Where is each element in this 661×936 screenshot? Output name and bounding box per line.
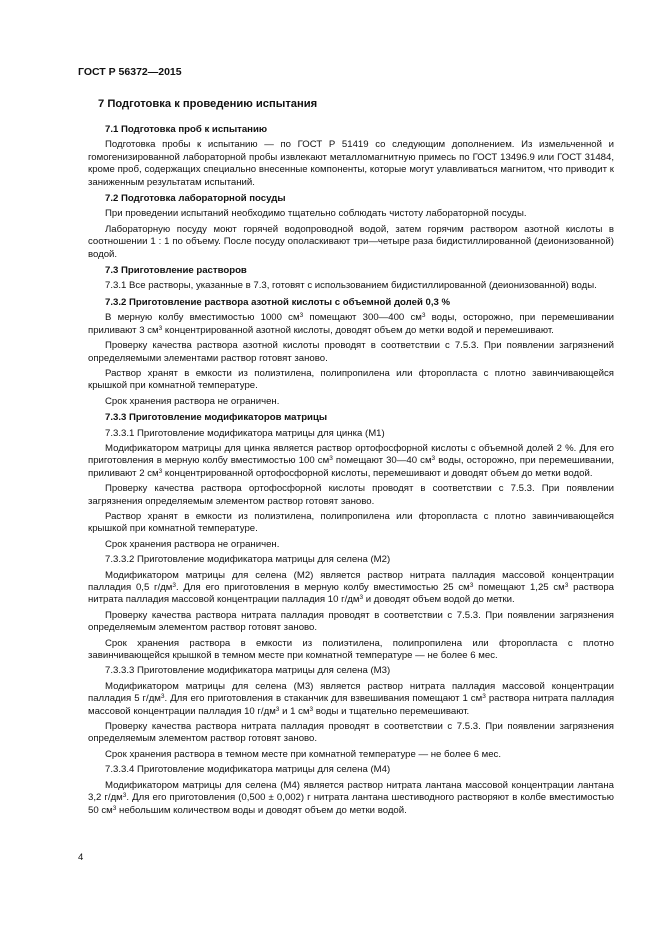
paragraph: Срок хранения раствора в емкости из полиэтилена, полипропилена или фторопласта с плотно завинчивающейся крышкой в темном месте при комнатной температуре — не более 6 мес. (88, 637, 614, 662)
paragraph: Модификатором матрицы для селена (М4) является раствор нитрата лантана массовой концентрации лантана 3,2 $г/дм^3$. Для его приготовления (0,500 ± 0,002) г нитрата лантана шестиводного растворяют в колбе вместимостью 50 $см^3$ небольшим количеством воды и доводят объем до метки водой. (88, 779, 614, 816)
paragraph: Проверку качества раствора азотной кислоты проводят в соответствии с 7.5.3. При появлении загрязнений определяемыми элементами раствор готовят заново. (88, 340, 614, 364)
document-header: ГОСТ Р 56372—2015 (78, 66, 182, 78)
subsection-heading: 7.1 Подготовка проб к испытанию (105, 124, 268, 135)
subsection-heading: 7.3 Приготовление растворов (105, 265, 247, 277)
paragraph: Проверку качества раствора нитрата палладия проводят в соответствии с 7.5.3. При появлении загрязнения определяемым элементом раствор готовят заново. (88, 721, 614, 745)
paragraph: Срок хранения раствора не ограничен. (105, 395, 280, 407)
paragraph: Лабораторную посуду моют горячей водопроводной водой, затем горячим раствором азотной кислоты в соотношении 1 : 1 по объему. После посуду ополаскивают три—четыре раза бидистиллированной (деионизованной) водой. (88, 223, 614, 260)
paragraph: Раствор хранят в емкости из полиэтилена, полипропилена или фторопласта с плотно завинчивающейся крышкой при комнатной температуре. (88, 510, 614, 535)
paragraph: 7.3.3.2 Приготовление модификатора матрицы для селена (М2) (105, 554, 391, 566)
paragraph: Модификатором матрицы для селена (М2) является раствор нитрата палладия массовой концентрации палладия 0,5 $г/дм^3$. Для его приготовления в мерную колбу вместимостью 25 $см^3$ помещают 1,25 $см^3$ раствора нитрата палладия массовой концентрации палладия 10 $г/дм^3$ и доводят объем водой до метки. (88, 569, 614, 606)
paragraph: Раствор хранят в емкости из полиэтилена, полипропилена или фторопласта с плотно завинчивающейся крышкой при комнатной температуре. (88, 367, 614, 392)
paragraph: В мерную колбу вместимостью 1000 $см^3$ помещают 300—400 $см^3$ воды, осторожно, при перемешивании приливают 3 $см^3$ концентрированной азотной кислоты, доводят объем до метки водой и перемешивают. (88, 312, 614, 336)
subsection-heading: 7.3.2 Приготовление раствора азотной кислоты с объемной долей 0,3 % (105, 296, 451, 308)
paragraph: Срок хранения раствора не ограничен. (105, 538, 280, 550)
page-number: 4 (78, 852, 84, 863)
paragraph: 7.3.3.4 Приготовление модификатора матрицы для селена (М4) (105, 764, 391, 776)
paragraph: Подготовка пробы к испытанию — по ГОСТ Р 51419 со следующим дополнением. Из измельченной и гомогенизированной лабораторной пробы извлекают металломагнитную примесь по ГОСТ 13496.9 или ГОСТ 31484, кроме проб, содержащих специально внесенные компоненты, которые могут улавливаться магнитом, что приводит к заниженным результатам испытаний. (88, 139, 614, 188)
paragraph: При проведении испытаний необходимо тщательно соблюдать чистоту лабораторной посуды. (105, 208, 527, 220)
paragraph: Модификатором матрицы для цинка является раствор ортофосфорной кислоты с объемной долей 2 %. Для его приготовления в мерную колбу вместимостью 100 $см^3$ помещают 30—40 $см^3$ воды, осторожно, при перемешивании, приливают 2 $см^3$ концентрированной ортофосфорной кислоты, перемешивают и доводят объем до метки водой. (88, 442, 614, 479)
paragraph: Срок хранения раствора в темном месте при комнатной температуре — не более 6 мес. (105, 748, 502, 760)
paragraph: Проверку качества раствора ортофосфорной кислоты проводят в соответствии с 7.5.3. При появлении загрязнения определяемым элементом раствор готовят заново. (88, 483, 614, 507)
section-title: 7 Подготовка к проведению испытания (98, 98, 318, 110)
subsection-heading: 7.3.3 Приготовление модификаторов матрицы (105, 412, 328, 424)
paragraph: 7.3.1 Все растворы, указанные в 7.3, готовят с использованием бидистиллированной (деионизованной) воды. (105, 280, 597, 292)
paragraph: 7.3.3.3 Приготовление модификатора матрицы для селена (М3) (105, 665, 391, 677)
paragraph: Модификатором матрицы для селена (М3) является раствор нитрата палладия массовой концентрации палладия 5 $г/дм^3$. Для его приготовления в стаканчик для взвешивания помещают 1 $см^3$ раствора нитрата палладия массовой концентрации палладия 10 $г/дм^3$ и 1 $см^3$ воды и тщательно перемешивают. (88, 680, 615, 717)
document-body (88, 97, 614, 820)
paragraph: 7.3.3.1 Приготовление модификатора матрицы для цинка (М1) (105, 427, 385, 439)
paragraph: Проверку качества раствора нитрата палладия проводят в соответствии с 7.5.3. При появлении загрязнения определяемым элементом раствор готовят заново. (88, 609, 614, 634)
subsection-heading: 7.2 Подготовка лабораторной посуды (105, 193, 286, 205)
